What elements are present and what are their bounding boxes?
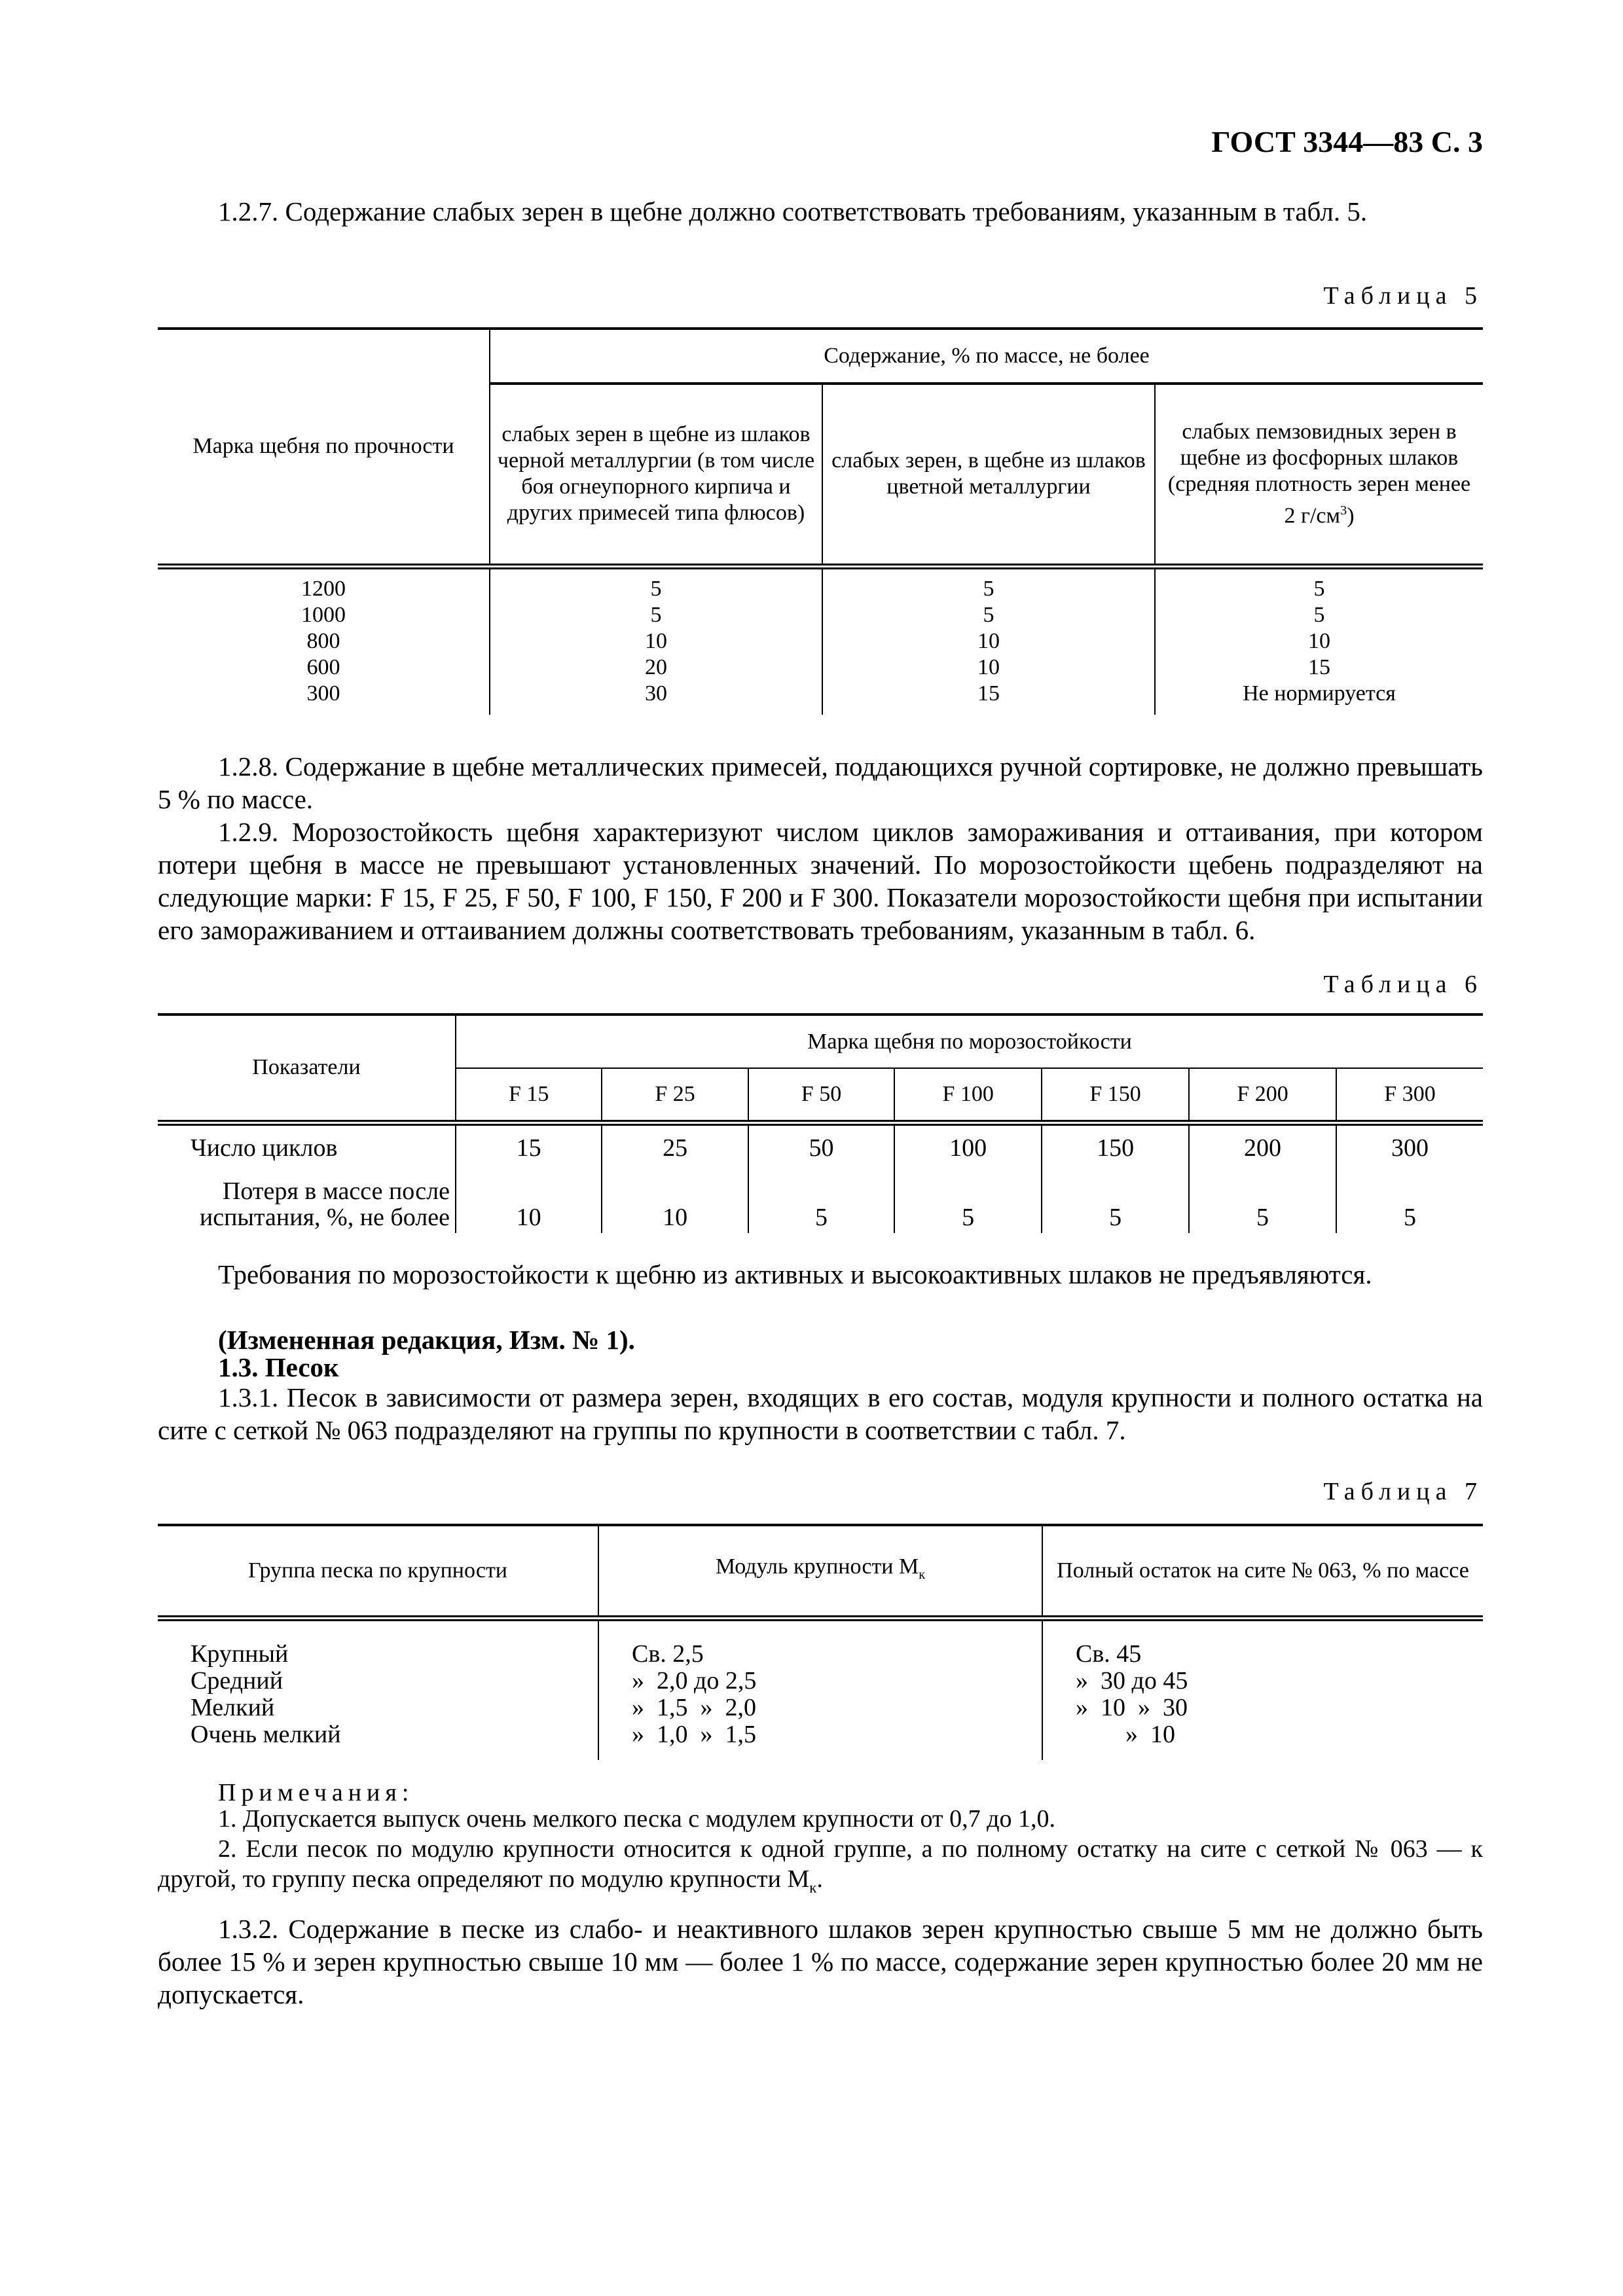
table-7-label: Таблица 7	[1323, 1478, 1483, 1505]
t7-cell: » 1,0 » 1,5	[598, 1721, 1042, 1760]
t6-mark-header: F 15	[456, 1068, 602, 1122]
t5-cell: 30	[490, 681, 822, 715]
t5-cell: 300	[306, 681, 340, 706]
table-row	[158, 655, 1483, 681]
t5-cell: 5	[822, 602, 1155, 628]
t5-cell: 10	[490, 628, 822, 655]
t6-mark-header: F 300	[1336, 1068, 1483, 1122]
notes-title: Примечания:	[218, 1779, 414, 1806]
table-6	[158, 1013, 1483, 1233]
t5-cell: 5	[1155, 602, 1483, 628]
table-row	[158, 1618, 1483, 1668]
t7-col1-sub: к	[919, 1567, 926, 1582]
t6-cell: 300	[1336, 1122, 1483, 1170]
table-row	[158, 602, 1483, 628]
t7-cell: Св. 2,5	[598, 1618, 1042, 1668]
t5-cell: 10	[822, 628, 1155, 655]
t6-mark-header: F 50	[748, 1068, 894, 1122]
t5-cell: 5	[822, 566, 1155, 602]
paragraph-requirements: Требования по морозостойкости к щебню из активных и высокоактивных шлаков не предъявляются.	[218, 1259, 1372, 1289]
table-5	[158, 327, 1483, 715]
table-row	[158, 1170, 1483, 1233]
paragraph-1-3-2: 1.3.2. Содержание в песке из слабо- и неактивного шлаков зерен крупностью свыше 5 мм не должно быть более 15 % и зерен крупностью свыше 10 мм — более 1 % по массе, содержание зерен крупностью более 20 мм не допускается.	[158, 1914, 1483, 2009]
t6-row-name: Потеря в массе после испытания, %, не более	[199, 1177, 450, 1231]
t6-cell: 25	[602, 1122, 748, 1170]
section-1-3-title: 1.3. Песок	[218, 1352, 339, 1382]
t6-cell: 5	[748, 1170, 894, 1233]
t6-cell: 100	[894, 1122, 1042, 1170]
t5-cell: 20	[490, 655, 822, 681]
t7-cell: » 30 до 45	[1042, 1668, 1483, 1695]
t5-col3-header	[1155, 384, 1483, 566]
paragraph-1-2-8: 1.2.8. Содержание в щебне металлических примесей, поддающихся ручной сортировке, не должно превышать 5 % по массе.	[158, 751, 1483, 814]
t6-cell: 5	[1189, 1170, 1336, 1233]
t7-col1-text: Модуль крупности M	[715, 1554, 919, 1579]
t5-cell: 10	[822, 655, 1155, 681]
table-row	[158, 1695, 1483, 1721]
table-5-label: Таблица 5	[1323, 282, 1483, 310]
paragraph-1-2-7: 1.2.7. Содержание слабых зерен в щебне должно соответствовать требованиям, указанным в табл. 5.	[218, 196, 1368, 226]
t6-cell: 10	[456, 1170, 602, 1233]
t6-cell: 50	[748, 1122, 894, 1170]
t6-cell: 5	[1336, 1170, 1483, 1233]
t6-mark-header: F 100	[894, 1068, 1042, 1122]
t7-col1-header	[598, 1525, 1042, 1618]
t6-cell: 10	[602, 1170, 748, 1233]
t7-cell: Св. 45	[1042, 1618, 1483, 1668]
page-header: ГОСТ 3344—83 С. 3	[1211, 125, 1483, 158]
t6-cell: 150	[1042, 1122, 1189, 1170]
t6-cell: 200	[1189, 1122, 1336, 1170]
table-row	[158, 1668, 1483, 1695]
t5-col3-sup: 3	[1340, 503, 1347, 518]
t7-cell: » 2,0 до 2,5	[598, 1668, 1042, 1695]
t5-cell: 15	[1155, 655, 1483, 681]
t6-group-header: Марка щебня по морозостойкости	[456, 1014, 1483, 1068]
t5-cell: 10	[1155, 628, 1483, 655]
table-row	[158, 681, 1483, 715]
t5-cell: 5	[1155, 566, 1483, 602]
table-row	[158, 1721, 1483, 1760]
t5-cell: Не нормируется	[1155, 681, 1483, 715]
t5-cell: 5	[490, 566, 822, 602]
t6-cell: 5	[1042, 1170, 1189, 1233]
t5-group-header: Содержание, % по массе, не более	[490, 329, 1483, 384]
t7-col2-header: Полный остаток на сите № 063, % по массе	[1042, 1525, 1483, 1618]
t5-cell: 1000	[301, 602, 346, 627]
t7-col0-header: Группа песка по крупности	[247, 1558, 507, 1583]
t6-cell: 15	[456, 1122, 602, 1170]
t5-cell: 800	[306, 628, 340, 653]
t6-row-name: Число циклов	[191, 1134, 338, 1162]
table-7	[158, 1524, 1483, 1760]
t5-cell: 1200	[301, 576, 346, 601]
t5-col1-header: слабых зерен в щебне из шлаков черной металлургии (в том числе боя огнеупорного кирпича и других примесей типа флюсов)	[490, 384, 822, 566]
t6-mark-header: F 150	[1042, 1068, 1189, 1122]
t5-col2-header: слабых зерен, в щебне из шлаков цветной металлургии	[822, 384, 1155, 566]
note-2-sub: к	[809, 1879, 817, 1896]
table-row	[158, 628, 1483, 655]
table-row	[158, 1122, 1483, 1170]
t7-cell: Крупный	[191, 1640, 289, 1668]
t7-cell: Средний	[191, 1667, 283, 1695]
t6-mark-header: F 25	[602, 1068, 748, 1122]
paragraph-1-3-1: 1.3.1. Песок в зависимости от размера зерен, входящих в его состав, модуля крупности и полного остатка на сите с сеткой № 063 подразделяют на группы по крупности в соответствии с табл. 7.	[158, 1382, 1483, 1445]
t6-cell: 5	[894, 1170, 1042, 1233]
t7-cell: » 10	[1042, 1721, 1483, 1760]
t5-col0-header: Марка щебня по прочности	[192, 434, 454, 459]
note-2-text: 2. Если песок по модулю крупности относится к одной группе, а по полному остатку на сите с сеткой № 063 — к другой, то группу песка определяют по модулю крупности M	[158, 1835, 1483, 1893]
table-row	[158, 566, 1483, 602]
t7-cell: Очень мелкий	[191, 1721, 341, 1748]
t6-mark-header: F 200	[1189, 1068, 1336, 1122]
t6-col0-header: Показатели	[252, 1055, 361, 1080]
t5-col3-text: слабых пемзовидных зерен в щебне из фосфорных шлаков (средняя плотность зерен менее 2 г/см	[1167, 420, 1471, 528]
t5-cell: 5	[490, 602, 822, 628]
note-1: 1. Допускается выпуск очень мелкого песка с модулем крупности от 0,7 до 1,0.	[218, 1805, 1055, 1833]
table-6-label: Таблица 6	[1323, 971, 1483, 998]
t7-cell: Мелкий	[191, 1694, 275, 1721]
amendment-note: (Измененная редакция, Изм. № 1).	[218, 1325, 635, 1355]
t5-cell: 600	[306, 655, 340, 679]
note-2	[158, 1834, 1483, 1903]
t7-cell: » 10 » 30	[1042, 1695, 1483, 1721]
note-2-end: .	[816, 1865, 823, 1893]
t7-cell: » 1,5 » 2,0	[598, 1695, 1042, 1721]
t5-col3-end: )	[1347, 503, 1355, 528]
paragraph-1-2-9: 1.2.9. Морозостойкость щебня характеризуют числом циклов замораживания и оттаивания, при котором потери щебня в массе не превышают установленных значений. По морозостойкости щебень подразделяют на следующие марки: F 15, F 25, F 50, F 100, F 150, F 200 и F 300. Показатели морозостойкости щебня при испытании его замораживанием и оттаиванием должны соответствовать требованиям, указанным в табл. 6.	[158, 817, 1483, 945]
t5-cell: 15	[822, 681, 1155, 715]
